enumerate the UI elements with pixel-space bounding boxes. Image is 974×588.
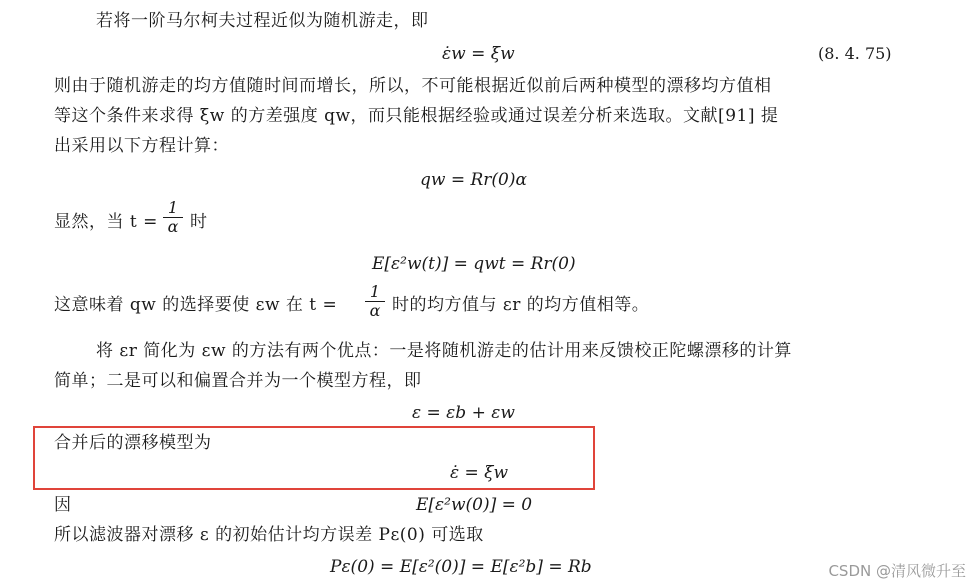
therefore-line: 所以滤波器对漂移 ε 的初始估计均方误差 Pε(0) 可选取 (54, 525, 484, 545)
equation-4: ε = εb + εw (412, 403, 515, 423)
equation-5: ε̇ = ξw (450, 463, 509, 483)
fraction-denominator: α (369, 301, 381, 320)
paragraph-2-line-2: 简单；二是可以和偏置合并为一个模型方程，即 (54, 371, 422, 391)
equation-1: ε̇w = ξw (442, 44, 515, 64)
equation-1-number: (8. 4. 75) (818, 44, 892, 63)
paragraph-1-line-1: 则由于随机游走的均方值随时间而增长，所以，不可能根据近似前后两种模型的漂移均方值相 (54, 76, 772, 96)
paragraph-1-line-2: 等这个条件来求得 ξw 的方差强度 qw，而只能根据经验或通过误差分析来选取。文献[91] 提 (54, 106, 779, 126)
watermark: CSDN @清风微升至 (828, 562, 966, 580)
fraction-1-over-alpha-2 (365, 283, 385, 320)
fraction-1-over-alpha (163, 199, 183, 236)
fraction-numerator: 1 (365, 283, 385, 302)
merged-model-label: 合并后的漂移模型为 (54, 433, 212, 453)
because-label: 因 (54, 495, 72, 515)
means-prefix: 这意味着 qw 的选择要使 εw 在 t = (54, 295, 338, 315)
means-suffix: 时的均方值与 εr 的均方值相等。 (392, 295, 650, 315)
fraction-denominator: α (167, 217, 179, 236)
equation-7: Pε(0) = E[ε²(0)] = E[ε²b] = Rb (330, 557, 592, 577)
equation-6: E[ε²w(0)] = 0 (416, 495, 533, 515)
obvious-prefix: 显然，当 t = (54, 212, 158, 232)
equation-3: E[ε²w(t)] = qwt = Rr(0) (372, 254, 576, 274)
equation-2: qw = Rr(0)α (420, 170, 527, 190)
intro-line: 若将一阶马尔柯夫过程近似为随机游走，即 (96, 11, 429, 31)
obvious-suffix: 时 (190, 212, 208, 232)
paragraph-1-line-3: 出采用以下方程计算： (54, 136, 229, 156)
fraction-numerator: 1 (163, 199, 183, 218)
paragraph-2-line-1: 将 εr 简化为 εw 的方法有两个优点：一是将随机游走的估计用来反馈校正陀螺漂移的计算 (96, 341, 792, 361)
